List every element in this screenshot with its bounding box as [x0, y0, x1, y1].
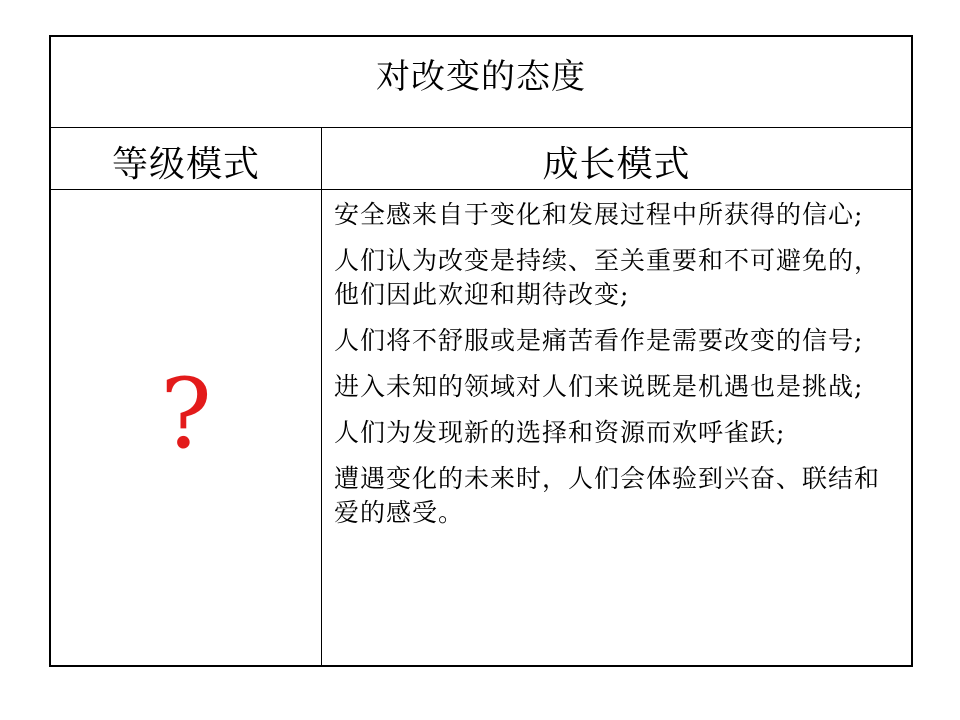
growth-cell: [322, 190, 911, 665]
growth-points-list: [334, 198, 897, 542]
list-item: 人们认为改变是持续、至关重要和不可避免的，他们因此欢迎和期待改变;: [334, 246, 881, 309]
table-title-row: [51, 37, 911, 128]
header-cell-hierarchy: [51, 128, 322, 189]
table-body-row: [51, 190, 911, 665]
list-item: 人们为发现新的选择和资源而欢呼雀跃;: [334, 418, 786, 447]
list-item: 人们将不舒服或是痛苦看作是需要改变的信号;: [334, 326, 864, 355]
header-growth-mode: 成长模式: [542, 144, 691, 185]
hierarchy-cell: [51, 190, 322, 665]
header-cell-growth: [322, 128, 911, 189]
table-title: 对改变的态度: [376, 57, 586, 97]
attitude-table: [49, 35, 913, 667]
list-item: 安全感来自于变化和发展过程中所获得的信心;: [334, 200, 864, 229]
list-item: 进入未知的领域对人们来说既是机遇也是挑战;: [334, 372, 864, 401]
header-hierarchy-mode: 等级模式: [111, 144, 260, 185]
list-item: 遭遇变化的未来时，人们会体验到兴奋、联结和爱的感受。: [334, 464, 881, 527]
table-header-row: [51, 128, 911, 190]
question-mark: ?: [160, 358, 212, 470]
